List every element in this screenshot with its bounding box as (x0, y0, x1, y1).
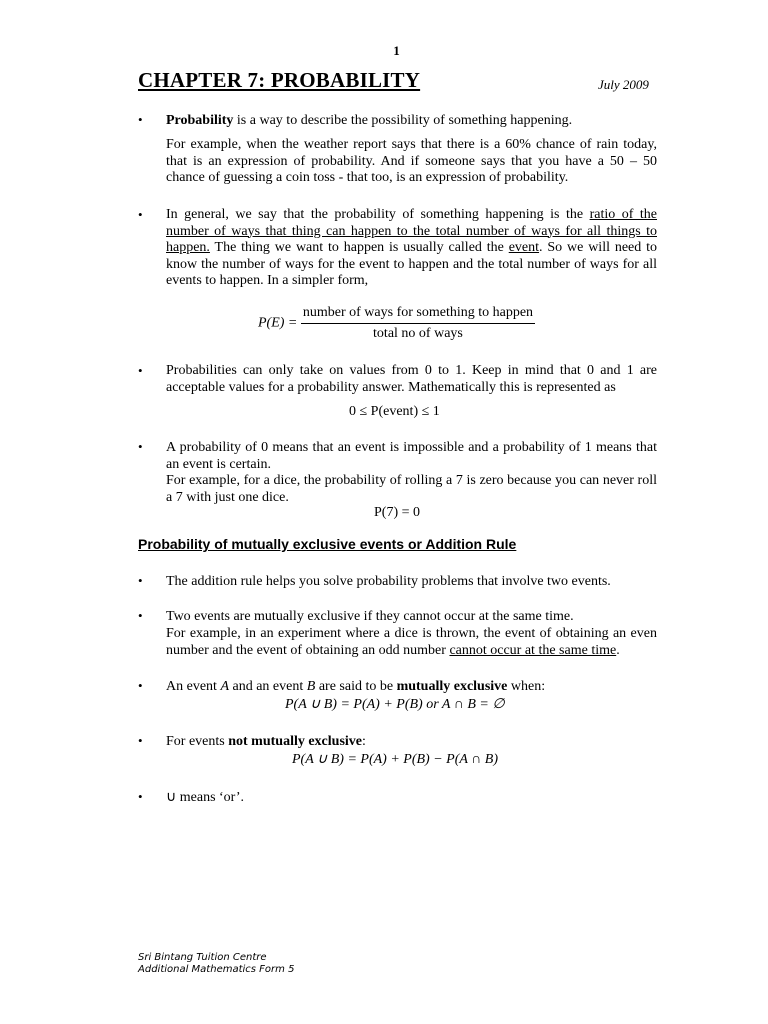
text: An event (166, 679, 221, 694)
fraction (301, 305, 535, 342)
text: : (362, 734, 366, 749)
text: and an event (229, 679, 307, 694)
p7-formula: P(7) = 0 (374, 505, 421, 520)
impossible-certain-text: A probability of 0 means that an event is impossible and a probability of 1 means that an event is certain. (166, 440, 657, 472)
footer-subject: Additional Mathematics Form 5 (138, 964, 295, 975)
probability-definition (166, 113, 657, 130)
definition-text: is a way to describe the possibility of something happening. (233, 113, 573, 128)
probability-term: Probability (166, 113, 234, 128)
text: In general, we say that the probability of something happening is the (166, 207, 590, 222)
text: For events (166, 734, 229, 749)
section-heading: Probability of mutually exclusive events or Addition Rule (138, 536, 517, 552)
dice-parity-example (166, 626, 657, 659)
text: For example, in an experiment where a dice is thrown, the event of obtaining an even number and the event of obtaining an odd number (166, 626, 657, 658)
range-paragraph: Probabilities can only take on values from 0 to 1. Keep in mind that 0 and 1 are acceptable values for a probability answer. Mathematically this is represented as (166, 363, 657, 395)
mutually-exclusive-condition (166, 679, 657, 696)
mutually-exclusive-term: mutually exclusive (396, 679, 508, 694)
general-addition-formula: P(A ∪ B) = P(A) + P(B) − P(A ∩ B) (292, 752, 499, 767)
fraction-denominator: total no of ways (373, 326, 463, 341)
page-number: 1 (393, 43, 400, 58)
dice-example: For example, for a dice, the probability of rolling a 7 is zero because you can never roll a 7 with just one dice. (166, 473, 657, 505)
chapter-title: CHAPTER 7: PROBABILITY (138, 68, 421, 92)
ratio-paragraph (166, 207, 657, 290)
text: . (616, 642, 620, 658)
addition-rule-intro: The addition rule helps you solve probability problems that involve two events. (166, 574, 611, 589)
bullet-marker: • (138, 608, 143, 623)
text: . So we will need to know the number of ways for the event to happen and the total number of ways for all events to happen. In a simpler form, (166, 240, 657, 288)
probability-formula (258, 305, 535, 342)
mutually-exclusive-formula: P(A ∪ B) = P(A) + P(B) or A ∩ B = ∅ (285, 697, 505, 712)
footer-centre: Sri Bintang Tuition Centre (138, 952, 267, 963)
not-mutually-exclusive-term: not mutually exclusive (228, 734, 362, 749)
bullet-marker: • (138, 112, 143, 127)
event-a: A (220, 679, 229, 694)
bullet-marker: • (138, 207, 143, 222)
bullet-marker: • (138, 733, 143, 748)
text: The thing we want to happen is usually called the (209, 240, 509, 255)
document-date: July 2009 (598, 77, 649, 92)
bullet-marker: • (138, 678, 143, 693)
weather-example: For example, when the weather report says that there is a 60% chance of rain today, that is an expression of probability. And if someone says that you have a 50 – 50 chance of guessing a coin toss - that too, is an expression of probability. (166, 137, 657, 185)
bullet-marker: • (138, 573, 143, 588)
formula-lhs: P(E) = (258, 315, 298, 331)
event-b: B (306, 679, 316, 694)
cannot-occur-text: cannot occur at the same time (449, 642, 617, 658)
text: are said to be (315, 679, 397, 694)
ratio-definition: ratio of the number of ways that thing can happen to the total number of ways for all things to happen. (166, 207, 658, 255)
mutually-exclusive-definition: Two events are mutually exclusive if they cannot occur at the same time. (166, 609, 574, 624)
bullet-marker: • (138, 789, 143, 804)
bullet-marker: • (138, 439, 143, 454)
range-formula: 0 ≤ P(event) ≤ 1 (349, 404, 440, 419)
fraction-numerator: number of ways for something to happen (301, 305, 535, 324)
union-meaning: ∪ means ‘or’. (166, 790, 245, 805)
bullet-marker: • (138, 363, 143, 378)
event-term: event (508, 240, 540, 255)
not-mutually-exclusive-label (166, 734, 657, 751)
text: when: (507, 679, 546, 694)
